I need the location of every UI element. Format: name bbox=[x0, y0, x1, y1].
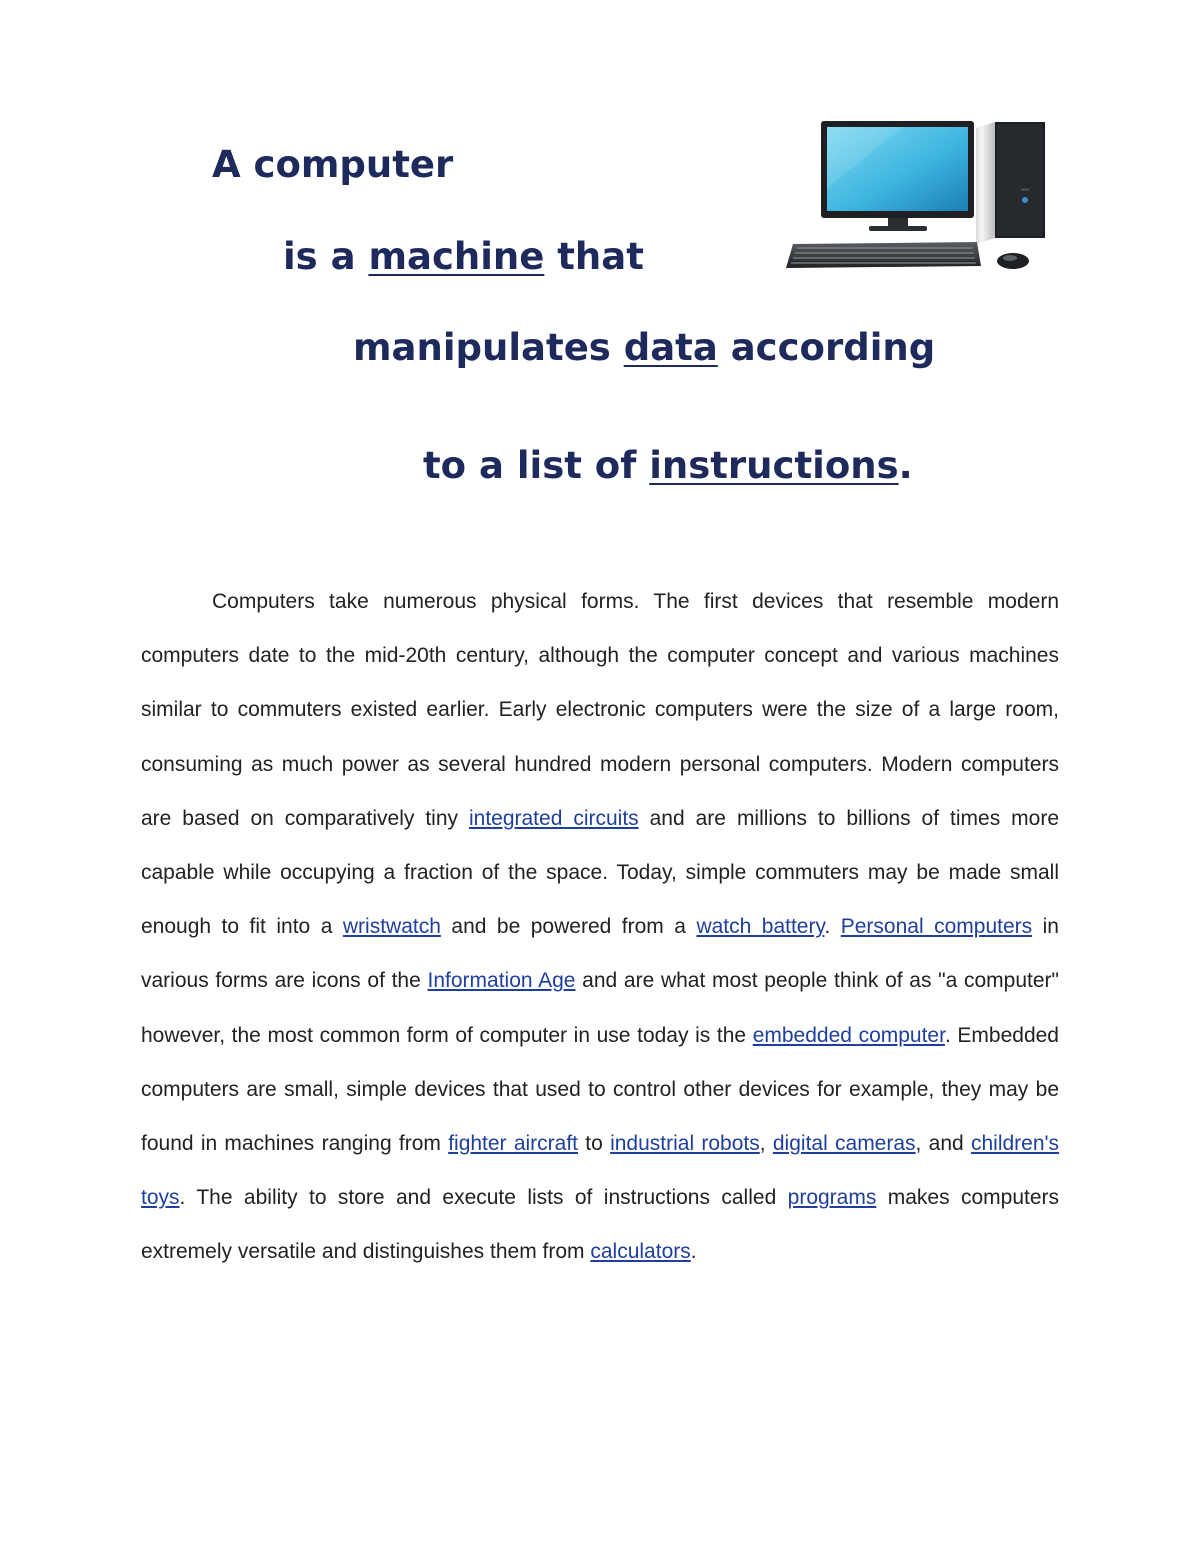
body-text: , and bbox=[915, 1132, 971, 1156]
body-text: and are millions to billions of times more capable while occupying a fraction of the space. Today, simple commuters may be made small enough to fit into a bbox=[141, 806, 1060, 939]
embedded-computer-link[interactable]: embedded computer bbox=[752, 1023, 945, 1047]
instructions-link[interactable]: instructions bbox=[649, 444, 899, 487]
digital-cameras-link[interactable]: digital cameras bbox=[772, 1132, 916, 1156]
body-text: . Embedded computers are small, simple devices that used to control other devices for example, they may be found in machines ranging from bbox=[141, 1023, 1059, 1156]
heading-text: according bbox=[717, 326, 936, 369]
wristwatch-link[interactable]: wristwatch bbox=[342, 915, 441, 939]
heading-text: that bbox=[544, 235, 644, 278]
machine-link[interactable]: machine bbox=[368, 235, 545, 278]
programs-link[interactable]: programs bbox=[787, 1186, 877, 1210]
heading-line-2 bbox=[283, 235, 644, 278]
industrial-robots-link[interactable]: industrial robots bbox=[610, 1132, 760, 1156]
body-text: , bbox=[759, 1132, 773, 1156]
body-text: and are what most people think of as "a computer" however, the most common form of computer in use today is the bbox=[141, 969, 1059, 1047]
heading-line-1 bbox=[212, 143, 454, 186]
personal-computers-link[interactable]: Personal computers bbox=[840, 915, 1033, 939]
fighter-aircraft-link[interactable]: fighter aircraft bbox=[448, 1132, 579, 1156]
heading-text: is a bbox=[283, 235, 369, 278]
body-text: in various forms are icons of the bbox=[141, 915, 1059, 993]
body-paragraph bbox=[141, 575, 1059, 1280]
heading-text: . bbox=[898, 444, 913, 487]
body-text: and be powered from a bbox=[440, 915, 697, 939]
body-text: . bbox=[824, 915, 841, 939]
information-age-link[interactable]: Information Age bbox=[427, 969, 576, 993]
watch-battery-link[interactable]: watch battery bbox=[696, 915, 825, 939]
heading-text: A computer bbox=[212, 143, 454, 186]
heading-text: to a list of bbox=[423, 444, 650, 487]
childrens-toys-link[interactable]: children's toys bbox=[141, 1132, 1060, 1210]
body-text: makes computers extremely versatile and distinguishes them from bbox=[141, 1186, 1060, 1264]
body-text: . The ability to store and execute lists of instructions called bbox=[179, 1186, 788, 1210]
heading-line-3 bbox=[353, 326, 936, 369]
calculators-link[interactable]: calculators bbox=[590, 1240, 691, 1264]
data-link[interactable]: data bbox=[623, 326, 718, 369]
integrated-circuits-link[interactable]: integrated circuits bbox=[468, 806, 639, 830]
desktop-computer-icon bbox=[783, 118, 1048, 280]
heading-line-4 bbox=[423, 444, 913, 487]
body-text: Computers take numerous physical forms. The first devices that resemble modern computers date to the mid-20th century, although the computer concept and various machines similar to commuters existed earlier. Early electronic computers were the size of a large room, consuming as much power as several hundred modern personal computers. Modern computers are based on comparatively tiny bbox=[141, 590, 1059, 830]
body-text: to bbox=[578, 1132, 611, 1156]
body-text: . bbox=[690, 1240, 697, 1264]
heading-text: manipulates bbox=[353, 326, 624, 369]
